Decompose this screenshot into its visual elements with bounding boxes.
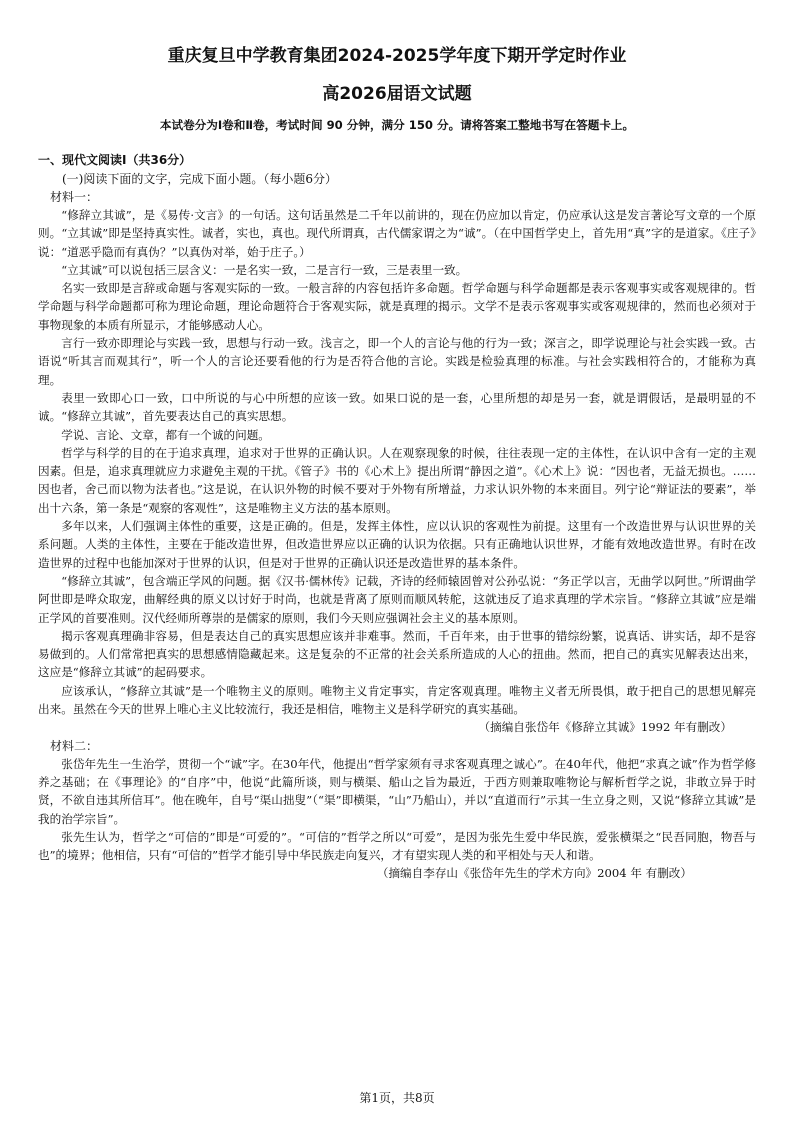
paragraph: “修辞立其诚”，是《易传·文言》的一句话。这句话虽然是二千年以前讲的，现在仍应加以肯定，仍应承认这是发言著论写文章的一个原则。“立其诚”即是坚持真实性。诚者，实也，真也。现代所谓真，古代儒家谓之为“诚”。（在中国哲学史上，首先用“真”字的是道家。《庄子》说：“道恶乎隐而有真伪？”以真伪对举，始于庄子。） (38, 208, 756, 259)
material1-label: 材料一： (50, 190, 99, 204)
material2-source: （摘编自李存山《张岱年先生的学术方向》2004 年 有删改） (376, 866, 692, 881)
paragraph: “修辞立其诚”，包含端正学风的问题。据《汉书·儒林传》记载，齐诗的经师辕固曾对公孙弘说：“务正学以言，无曲学以阿世。”所谓曲学阿世即是哗众取宠，曲解经典的原义以讨好于时尚，也就是背离了原则而顺风转舵，这就违反了追求真理的学术宗旨。“修辞立其诚”应是端正学风的首要准则。汉代经师所尊崇的是儒家的原则，我们今天则应强调社会主义的基本原则。 (38, 573, 756, 625)
exam-title: 重庆复旦中学教育集团2024-2025学年度下期开学定时作业 (167, 46, 627, 66)
section-heading: 一、现代文阅读Ⅰ（共36分） (38, 153, 192, 167)
sub-heading: (一)阅读下面的文字，完成下面小题。（每小题6分） (62, 172, 338, 186)
paragraph: 言行一致亦即理论与实践一致，思想与行动一致。浅言之，即一个人的言论与他的行为一致；深言之，即学说理论与社会实践一致。古语说“听其言而观其行”，听一个人的言论还要看他的行为是否符合他的言论。实践是检验真理的标准。与社会实践相符合的，才能称为真理。 (38, 336, 756, 387)
paragraph: 哲学与科学的目的在于追求真理，追求对于世界的正确认识。人在观察现象的时候，往往表现一定的主体性，在认识中含有一定的主观因素。但是，追求真理就应力求避免主观的干扰。《管子》书的《心术上》提出所谓“静因之道”。《心术上》说：“因也者，无益无损也。……因也者，舍己而以物为法者也。”这是说，在认识外物的时候不要对于外物有所增益，力求认识外物的本来面目。列宁论“辩证法的要素”，举出十六条，第一条是“观察的客观性”，这是唯物主义方法的基本原则。 (38, 445, 756, 515)
paragraph: 名实一致即是言辞或命题与客观实际的一致。一般言辞的内容包括许多命题。哲学命题与科学命题都是表示客观事实或客观规律的。哲学命题与科学命题都可称为理论命题，理论命题符合于客观实际，就是真理的揭示。文学不是表示客观事实或客观规律的，然而也必须对于事物现象的本质有所显示，才能够感动人心。 (38, 281, 756, 332)
paragraph: 应该承认，“修辞立其诚”是一个唯物主义的原则。唯物主义肯定事实，肯定客观真理。唯物主义者无所畏惧，敢于把自己的思想见解亮出来。虽然在今天的世界上唯心主义比较流行，我还是相信，唯物主义是科学研究的真实基础。 (38, 683, 756, 717)
paragraph: 表里一致即心口一致，口中所说的与心中所想的应该一致。如果口说的是一套，心里所想的却是另一套，就是谓假话，是最明显的不诚。“修辞立其诚”，首先要表达自己的真实思想。 (38, 390, 756, 424)
material2-label: 材料二： (50, 738, 99, 753)
exam-subtitle: 高2026届语文试题 (322, 84, 472, 104)
material1-source: （摘编自张岱年《修辞立其诚》1992 年有删改） (478, 720, 732, 735)
paragraph: 多年以来，人们强调主体性的重要，这是正确的。但是，发挥主体性，应以认识的客观性为前提。这里有一个改造世界与认识世界的关系问题。人类的主体性，主要在于能改造世界，但改造世界应以正确的认识为依据。只有正确地认识世界，才能有效地改造世界。有时在改造世界的过程中也能加深对于世界的认识，但是对于世界的正确认识还是改造世界的基本条件。 (38, 519, 756, 570)
paragraph: 张先生认为，哲学之“可信的”即是“可爱的”。“可信的”哲学之所以“可爱”，是因为张先生爱中华民族，爱张横渠之“民吾同胞，物吾与也”的境界；他相信，只有“可信的”哲学才能引导中华民族走向复兴，才有望实现人类的和平相处与天人和谐。 (38, 829, 756, 863)
paragraph: 学说、言论、文章，都有一个诚的问题。 (61, 427, 270, 442)
exam-instruction: 本试卷分为Ⅰ卷和Ⅱ卷，考试时间 90 分钟，满分 150 分。请将答案工整地书写在答题卡上。 (159, 118, 635, 132)
paragraph: “立其诚”可以说包括三层含义：一是名实一致，二是言行一致，三是表里一致。 (61, 262, 468, 277)
paragraph: 张岱年先生一生治学，贯彻一个“诚”字。在30年代，他提出“哲学家须有寻求客观真理之诚心”。在40年代，他把“求真之诚”作为哲学修养之基础；在《事理论》的“自序”中，他说“此篇所谈，则与横渠、船山之旨为最近，于西方则兼取唯物论与解析哲学之说，非敢立异于时贤，不欲自违其所信耳”。他在晚年，自号“渠山拙叟”（“渠”即横渠，“山”乃船山），并以“直道而行”示其一生立身之则，又说“修辞立其诚”是我的治学宗旨”。 (38, 756, 756, 826)
page-number: 第1页，共8页 (359, 1091, 435, 1105)
paragraph: 揭示客观真理确非容易，但是表达自己的真实思想应该并非难事。然而，千百年来，由于世事的错综纷繁，说真话、讲实话，却不是容易做到的。人们常常把真实的思想感情隐藏起来。这是复杂的不正常的社会关系所造成的人心的扭曲。然而，把自己的真实见解表达出来，这应是“修辞立其诚”的起码要求。 (38, 628, 756, 680)
